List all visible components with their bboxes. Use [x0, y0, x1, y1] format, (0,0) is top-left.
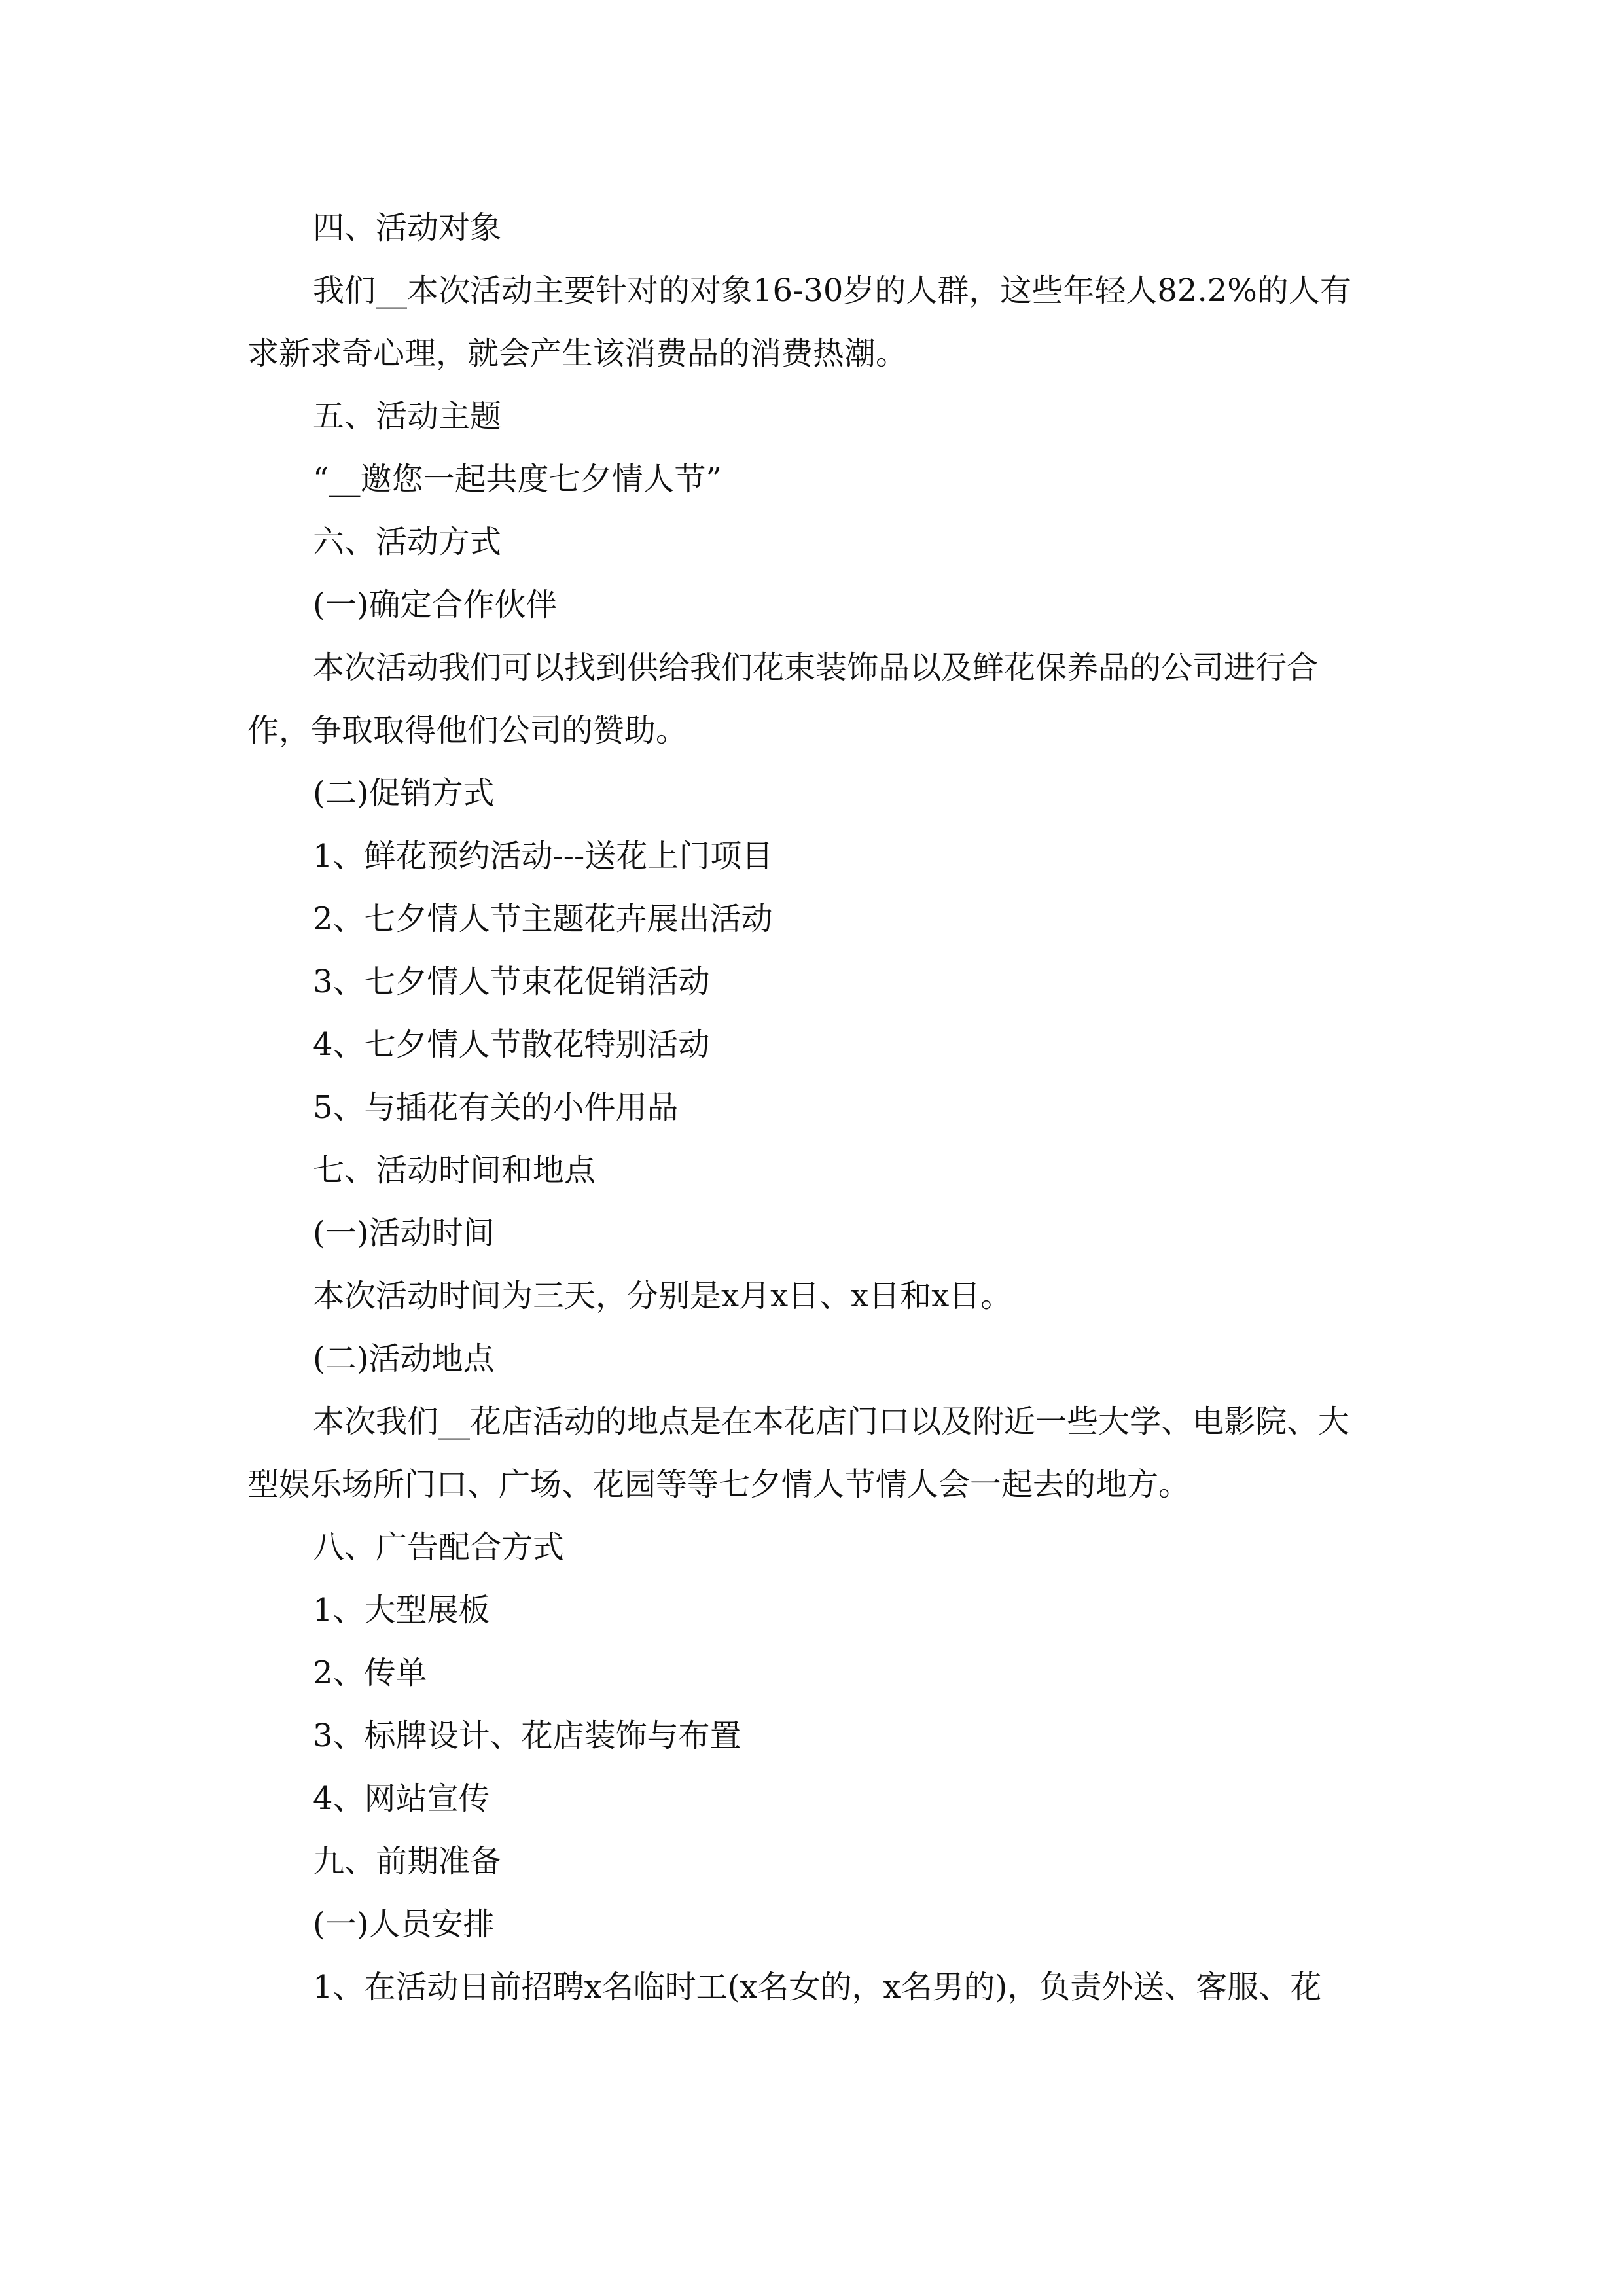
list-item: 1、鲜花预约活动---送花上门项目 — [313, 838, 774, 874]
section-heading-activity-target: 四、活动对象 — [313, 209, 502, 246]
paragraph-line: 作，争取取得他们公司的赞助。 — [247, 712, 688, 749]
list-item: 4、网站宣传 — [313, 1780, 490, 1817]
list-item: 3、七夕情人节束花促销活动 — [313, 963, 710, 1000]
section-heading-activity-theme: 五、活动主题 — [313, 398, 502, 435]
list-item: 2、传单 — [313, 1655, 427, 1691]
subheading-time: (一)活动时间 — [313, 1215, 495, 1251]
subheading-promotion: (二)促销方式 — [313, 775, 495, 812]
subheading-place: (二)活动地点 — [313, 1340, 495, 1377]
list-item: 5、与插花有关的小件用品 — [313, 1089, 679, 1126]
paragraph-line: 型娱乐场所门口、广场、花园等等七夕情人节情人会一起去的地方。 — [247, 1466, 1190, 1503]
section-heading-advertising: 八、广告配合方式 — [313, 1529, 565, 1566]
theme-text: “__邀您一起共度七夕情人节” — [313, 461, 722, 497]
paragraph-line: 本次活动我们可以找到供给我们花束装饰品以及鲜花保养品的公司进行合 — [313, 649, 1319, 686]
subheading-staffing: (一)人员安排 — [313, 1906, 495, 1943]
section-heading-time-place: 七、活动时间和地点 — [313, 1152, 596, 1189]
paragraph-line: 求新求奇心理，就会产生该消费品的消费热潮。 — [247, 335, 908, 372]
subheading-partners: (一)确定合作伙伴 — [313, 586, 558, 623]
paragraph-line: 本次活动时间为三天，分别是x月x日、x日和x日。 — [313, 1278, 1012, 1314]
list-item: 4、七夕情人节散花特别活动 — [313, 1026, 710, 1063]
paragraph-line: 我们__本次活动主要针对的对象16-30岁的人群，这些年轻人82.2%的人有 — [313, 272, 1351, 309]
list-item: 2、七夕情人节主题花卉展出活动 — [313, 901, 773, 937]
paragraph-line: 本次我们__花店活动的地点是在本花店门口以及附近一些大学、电影院、大 — [313, 1403, 1350, 1440]
section-heading-activity-method: 六、活动方式 — [313, 524, 502, 560]
list-item: 3、标牌设计、花店装饰与布置 — [313, 1717, 741, 1754]
list-item: 1、大型展板 — [313, 1592, 490, 1628]
list-item: 1、在活动日前招聘x名临时工(x名女的，x名男的)，负责外送、客服、花 — [313, 1969, 1322, 2005]
section-heading-preparation: 九、前期准备 — [313, 1843, 502, 1880]
